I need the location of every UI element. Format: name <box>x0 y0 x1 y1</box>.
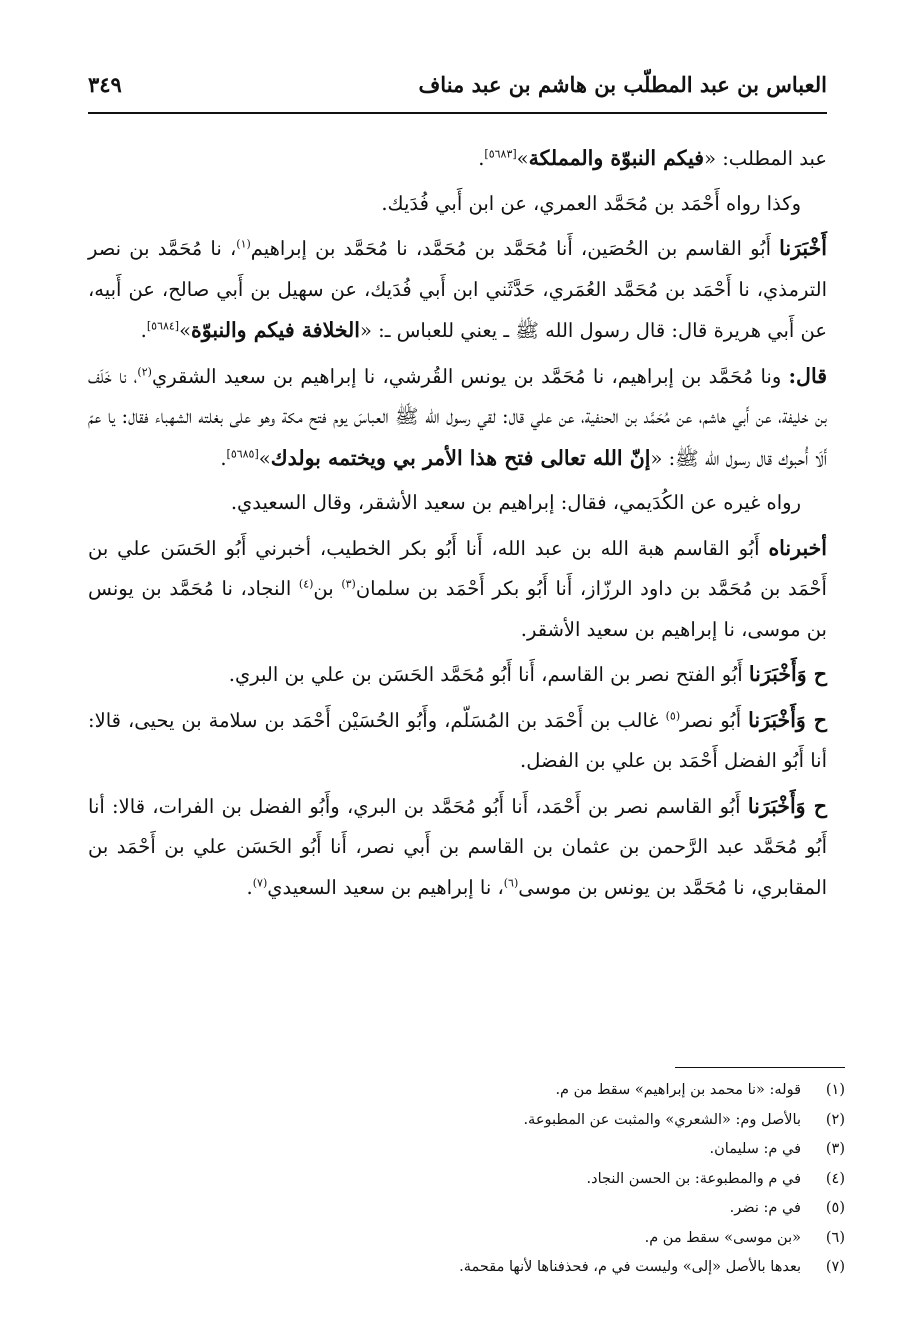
footnote-text: بالأصل وم: «الشعري» والمثبت عن المطبوعة. <box>523 1111 801 1128</box>
header-rule <box>88 112 827 114</box>
footnote <box>88 1076 845 1106</box>
paragraph: أَخْبَرَنا أَبُو القاسم بن الحُصَين، أَنا مُحَمَّد بن مُحَمَّد، نا مُحَمَّد بن إبراهيم$^{(١)}$، نا مُحَمَّد بن نصر الترمذي، نا أَحْمَد بن مُحَمَّد العُمَري، حَدَّثَني ابن أَبي فُدَيك، عن سهيل بن أَبي صالح، عن أَبيه، عن أَبي هريرة قال: قال رسول الله ﷺ ـ يعني للعباس ـ: «الخلافة فيكم والنبوّة»[٥٦٨٤]. <box>88 236 827 342</box>
paragraph: قال: ونا مُحَمَّد بن إبراهيم، نا مُحَمَّد بن يونس القُرشي، نا إبراهيم بن سعيد الشقري$^{(٢)}$، نا خَلَف بن خليفة، عن أَبي هاشم، عن مُحَمَّد بن الحنفية، عن علي قال: لقي رسول الله ﷺ العباسَ يوم فتح مكة وهو على بغلته الشهباء فقال: يا عمّ أَلَا أُحبوك قال رسول الله ﷺ: «إنّ الله تعالى فتح هذا الأمر بي ويختمه بولدك»[٥٦٨٥]. <box>88 363 827 470</box>
paragraph: ح وَأَخْبَرَنا أَبُو الفتح نصر بن القاسم، أَنا أَبُو مُحَمَّد الحَسَن بن علي بن البري. <box>228 662 827 686</box>
footnote <box>88 1253 845 1283</box>
footnote <box>88 1165 845 1195</box>
footnote-number: (٤) <box>825 1170 845 1187</box>
footnote-text: في م: سليمان. <box>709 1141 801 1157</box>
paragraph: أخبرناه أَبُو القاسم هبة الله بن عبد الله، أَنا أَبُو بكر الخطيب، أخبرني أَبُو الحَسَن علي بن أَحْمَد بن مُحَمَّد بن داود الرزّاز، أَنا أَبُو بكر أَحْمَد بن سلمان$^{(٣)}$ بن$^{(٤)}$ النجاد، نا مُحَمَّد بن يونس بن موسى، نا إبراهيم بن سعيد الأشقر. <box>88 535 827 641</box>
paragraph: ح وَأَخْبَرَنا أَبُو نصر$^{(٥)}$ غالب بن أَحْمَد بن المُسَلّم، وأَبُو الحُسَيْن أَحْمَد بن سلامة بن يحيى، قالا: أنا أَبُو الفضل أَحْمَد بن علي بن الفضل. <box>88 707 827 772</box>
page-number: ٣٤٩ <box>88 72 122 97</box>
paragraph: ح وَأَخْبَرَنا أَبُو القاسم نصر بن أَحْمَد، أَنا أَبُو مُحَمَّد بن البري، وأَبُو الفضل بن الفرات، قالا: أنا أَبُو مُحَمَّد عبد الرَّحمن بن عثمان بن القاسم بن أَبي نصر، أَنا أَبُو الحَسَن علي بن أَحْمَد بن المقابري، نا مُحَمَّد بن يونس بن موسى$^{(٦)}$، نا إبراهيم بن سعيد السعيدي$^{(٧)}$. <box>88 793 827 899</box>
footnote-text: بعدها بالأصل «إلى» وليست في م، فحذفناها لأنها مقحمة. <box>459 1259 801 1275</box>
footnote <box>88 1194 845 1224</box>
footnote-text: «بن موسى» سقط من م. <box>644 1229 801 1246</box>
footnote <box>88 1224 845 1254</box>
footnote-text: في م والمطبوعة: بن الحسن النجاد. <box>586 1170 801 1187</box>
paragraph: عبد المطلب: «فيكم النبوّة والمملكة»[٥٦٨٣]. <box>478 146 827 170</box>
footnotes <box>88 1076 845 1283</box>
footnote-number: (٥) <box>825 1200 845 1216</box>
page-header <box>88 72 827 108</box>
paragraph: وكذا رواه أَحْمَد بن مُحَمَّد العمري، عن ابن أَبي فُدَيك. <box>381 191 801 215</box>
footnote <box>88 1106 845 1136</box>
footnote-number: (٧) <box>825 1259 845 1275</box>
running-title: العباس بن عبد المطلّب بن هاشم بن عبد مناف <box>418 72 827 97</box>
main-text <box>88 138 827 912</box>
footnote-text: في م: نضر. <box>729 1200 801 1216</box>
footnote-number: (١) <box>825 1082 845 1098</box>
footnote-text: قوله: «نا محمد بن إبراهيم» سقط من م. <box>555 1082 801 1098</box>
footnote-number: (٣) <box>825 1141 845 1157</box>
footnote-number: (٦) <box>825 1229 845 1246</box>
footnote <box>88 1135 845 1165</box>
footnote-separator <box>675 1067 845 1068</box>
paragraph: رواه غيره عن الكُدَيمي، فقال: إبراهيم بن سعيد الأشقر، وقال السعيدي. <box>230 491 801 514</box>
footnote-number: (٢) <box>825 1111 845 1128</box>
